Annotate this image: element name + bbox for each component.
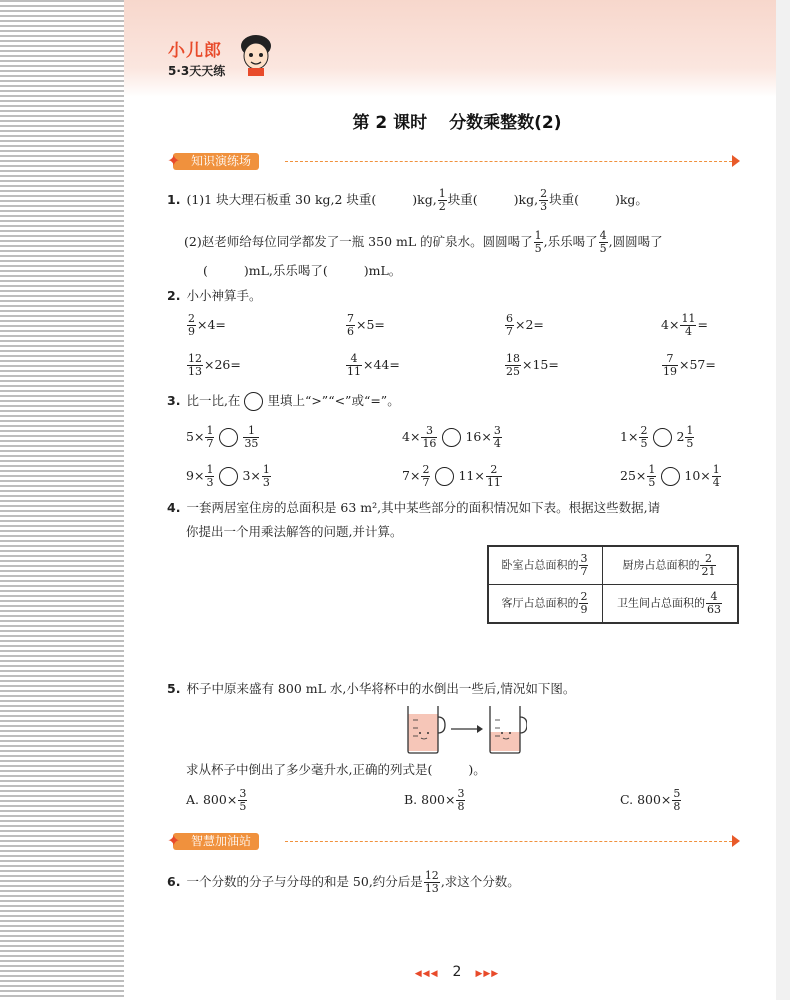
q4-line2: 你提出一个用乘法解答的问题,并计算。: [186, 524, 403, 539]
q5-option-c[interactable]: C. 800× $\frac{5}{8}$: [620, 787, 681, 813]
dashed-divider: [285, 161, 732, 162]
question-number: 3.: [167, 393, 181, 408]
question-number: 2.: [167, 288, 181, 303]
q2-item: $\frac{7}{6}$ ×5=: [347, 312, 385, 338]
answer-circle[interactable]: [653, 428, 672, 447]
arrow-right-icon: [732, 155, 740, 167]
mascot-boy-icon: [236, 32, 276, 76]
q2-item: $\frac{7}{19}$ ×57=: [663, 352, 716, 378]
fraction: $\frac{1}{2}$: [438, 187, 446, 213]
star-icon: ✦: [167, 151, 181, 170]
q1-part1: [167, 188, 648, 213]
answer-circle[interactable]: [661, 467, 680, 486]
q4-line1: [167, 499, 660, 517]
section-wisdom-label: 智慧加油站: [173, 833, 259, 850]
q5-text: 杯子中原来盛有 800 mL 水,小华将杯中的水倒出一些后,情况如下图。: [186, 681, 576, 696]
page-footer: [124, 964, 790, 980]
q3-text: 比一比,在: [186, 393, 241, 408]
q3-compare: 25× $\frac{1}{5}$ 10× $\frac{1}{4}$: [620, 463, 720, 489]
q1-part2-cont: [203, 262, 401, 280]
cups-illustration: [407, 703, 527, 755]
dashed-divider: [285, 841, 732, 842]
page-number: 2: [452, 964, 462, 980]
q3-compare: 1× $\frac{2}{5}$ 2 $\frac{1}{5}$: [620, 424, 694, 450]
q1-text: )kg。: [614, 192, 648, 207]
table-cell: 卫生间占总面积的 $\frac{4}{63}$: [602, 585, 738, 624]
q3-title: [167, 392, 400, 411]
section-practice-header: [167, 151, 742, 173]
fraction: $\frac{1}{5}$: [534, 229, 542, 255]
brand-logo: [168, 36, 225, 79]
area-table: [487, 545, 739, 624]
q3-compare: 4× $\frac{3}{16}$ 16× $\frac{3}{4}$: [402, 424, 501, 450]
q2-item: $\frac{2}{9}$ ×4=: [188, 312, 226, 338]
q1-text: ,圆圆喝了: [608, 234, 663, 249]
page-edge: [776, 0, 790, 1000]
fraction: $\frac{4}{5}$: [599, 229, 607, 255]
q3-text: 里填上“>”“<”或“=”。: [267, 393, 400, 408]
table-cell: 客厅占总面积的 $\frac{2}{9}$: [488, 585, 602, 624]
lesson-number: 第 2 课时: [352, 113, 428, 133]
q3-compare: 9× $\frac{1}{3}$ 3× $\frac{1}{3}$: [186, 463, 270, 489]
question-number: 1.: [167, 192, 181, 207]
answer-circle[interactable]: [219, 428, 238, 447]
prev-arrows-icon: ◀◀◀: [414, 969, 439, 979]
binding-stripes: [0, 0, 124, 1000]
arrow-right-icon: [732, 835, 740, 847]
q6-text: 一个分数的分子与分母的和是 50,约分后是: [186, 874, 423, 889]
q1-text: ,乐乐喝了: [543, 234, 598, 249]
q1-part2: [184, 230, 663, 255]
series-name: 5·3天天练: [168, 64, 226, 78]
q2-item: $\frac{18}{25}$ ×15=: [506, 352, 559, 378]
answer-circle[interactable]: [435, 467, 454, 486]
q1-text: 块重(: [549, 192, 579, 207]
brand-name: 小儿郎: [168, 41, 222, 61]
q1-text: )mL,乐乐喝了(: [243, 263, 328, 278]
lesson-topic: 分数乘整数(2): [449, 113, 562, 133]
q4-text: 一套两居室住房的总面积是 63 m²,其中某些部分的面积情况如下表。根据这些数据,请: [186, 500, 661, 515]
q1-text: (2)赵老师给每位同学都发了一瓶 350 mL 的矿泉水。圆圆喝了: [184, 234, 533, 249]
q3-compare: 7× $\frac{2}{7}$ 11× $\frac{2}{11}$: [402, 463, 501, 489]
q5-text: )。: [468, 762, 486, 777]
q1-text: )kg,: [412, 192, 437, 207]
q2-item: $\frac{12}{13}$ ×26=: [188, 352, 241, 378]
q5-option-b[interactable]: B. 800× $\frac{3}{8}$: [404, 787, 465, 813]
q5-line2: [186, 761, 486, 779]
question-number: 5.: [167, 681, 181, 696]
section-wisdom-header: [167, 831, 742, 853]
question-number: 6.: [167, 874, 181, 889]
page-title: [124, 108, 790, 133]
section-practice-label: 知识演练场: [173, 153, 259, 170]
answer-circle[interactable]: [244, 392, 263, 411]
q5-option-a[interactable]: A. 800× $\frac{3}{5}$: [186, 787, 247, 813]
next-arrows-icon: ▶▶▶: [475, 969, 500, 979]
answer-circle[interactable]: [219, 467, 238, 486]
q5-text: 求从杯子中倒出了多少毫升水,正确的列式是(: [186, 762, 433, 777]
answer-circle[interactable]: [442, 428, 461, 447]
q1-text: (: [203, 263, 208, 278]
question-number: 4.: [167, 500, 181, 515]
q1-text: )kg,: [513, 192, 539, 207]
fraction: $\frac{2}{3}$: [540, 187, 548, 213]
table-cell: 厨房占总面积的 $\frac{2}{21}$: [602, 546, 738, 585]
q2-item: $\frac{4}{11}$ ×44=: [347, 352, 400, 378]
table-cell: 卧室占总面积的 $\frac{3}{7}$: [488, 546, 602, 585]
q6-line: [167, 870, 520, 895]
q6-text: ,求这个分数。: [440, 874, 520, 889]
partial-cup-icon: [490, 706, 527, 753]
q2-text: 小小神算手。: [186, 288, 262, 303]
q5-line1: [167, 680, 575, 698]
q3-compare: 5× $\frac{1}{7}$ $\frac{1}{35}$: [186, 424, 259, 450]
q2-title: [167, 287, 261, 305]
star-icon: ✦: [167, 831, 181, 850]
table-row: [488, 546, 738, 585]
q1-text: (1)1 块大理石板重 30 kg,2 块重(: [186, 192, 377, 207]
q1-text: 块重(: [447, 192, 478, 207]
q1-text: )mL。: [363, 263, 402, 278]
q2-item: $\frac{6}{7}$ ×2=: [506, 312, 544, 338]
q2-item: 4× $\frac{11}{4}$ =: [661, 312, 708, 338]
fraction: $\frac{12}{13}$: [424, 869, 439, 895]
full-cup-icon: [408, 706, 445, 753]
table-row: [488, 585, 738, 624]
arrow-right-icon: [451, 725, 483, 733]
